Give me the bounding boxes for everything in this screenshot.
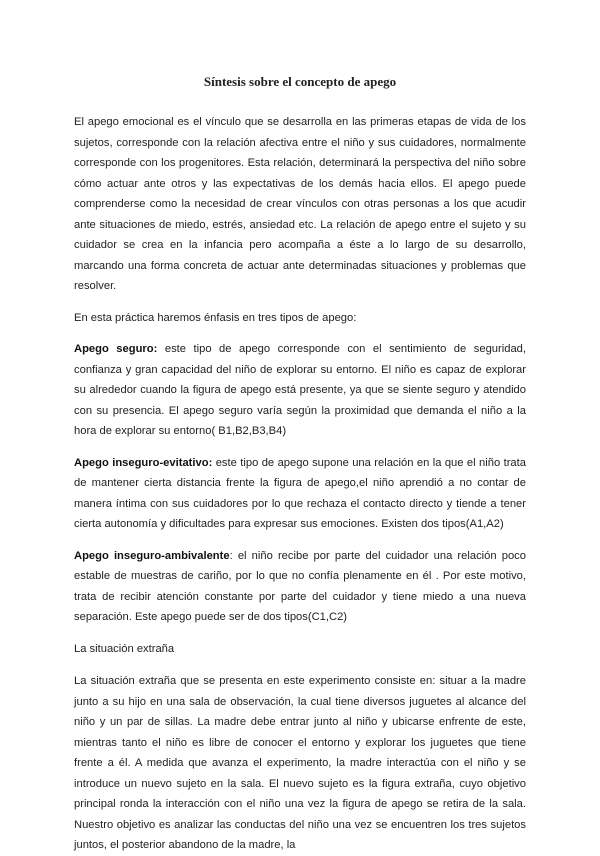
types-intro-paragraph: En esta práctica haremos énfasis en tres tipos de apego: (74, 311, 357, 324)
document-title: Síntesis sobre el concepto de apego (203, 74, 397, 89)
intro-paragraph: El apego emocional es el vínculo que se desarrolla en las primeras etapas de vida de los sujetos, corresponde con la relación afectiva entre el niño y sus cuidadores, normalmente corresponde con los progenitores. Esta relación, determinará la perspectiva del niño sobre cómo actuar ante otros y las expectativas de los demás hacia ellos. El apego puede comprenderse como la necesidad de crear vínculos con otras personas a los que acudir ante situaciones de miedo, estrés, ansiedad etc. La relación de apego entre el sujeto y su cuidador se crea en la infancia pero acompaña a éste a lo largo de su desarrollo, marcando una forma concreta de actuar ante determinadas situaciones y problemas que resolver. (74, 116, 526, 292)
avoidant-attachment-paragraph (74, 453, 526, 535)
section-heading: La situación extraña (74, 642, 175, 655)
secure-attachment-paragraph (74, 339, 526, 442)
ambivalent-attachment-paragraph (74, 546, 526, 628)
secure-attachment-text: este tipo de apego corresponde con el sentimiento de seguridad, confianza y gran capacidad del niño de explorar su entorno. El niño es capaz de explorar su alrededor cuando la figura de apego está presente, ya que se siente seguro y atendido con su presencia. El apego seguro varía según la proximidad que demanda el niño a la hora de explorar su entorno( B1,B2,B3,B4) (74, 343, 527, 437)
situation-paragraph: La situación extraña que se presenta en este experimento consiste en: situar a la madre junto a su hijo en una sala de observación, la cual tiene diversos juguetes al alcance del niño y un par de sillas. La madre debe entrar junto al niño y ubicarse enfrente de este, mientras tanto el niño es libre de conocer el entorno y explorar los juguetes que tiene frente a él. A medida que avanza el experimento, la madre interactúa con el niño y se introduce un nuevo sujeto en la sala. El nuevo sujeto es la figura extraña, cuyo objetivo principal ronda la interacción con el niño una vez la figura de apego se retira de la sala. Nuestro objetivo es analizar las conductas del niño una vez se encuentren los tres sujetos juntos, el posterior abandono de la madre, la (74, 675, 526, 851)
secure-attachment-term: Apego seguro: (74, 343, 158, 355)
avoidant-attachment-term: Apego inseguro-evitativo: (74, 456, 213, 469)
avoidant-attachment-text: este tipo de apego supone una relación en la que el niño trata de mantener cierta distancia frente la figura de apego,el niño aprendió a no contar de manera íntima con sus cuidadores por lo que rechaza el contacto directo y tiende a tener cierta autonomía y dificultades para expresar sus emociones. Existen dos tipos(A1,A2) (74, 456, 526, 530)
ambivalent-attachment-term: Apego inseguro-ambivalente (74, 549, 230, 562)
ambivalent-attachment-text: : el niño recibe por parte del cuidador una relación poco estable de muestras de cariño, por lo que no confía plenamente en él . Por este motivo, trata de recibir atención constante por parte del cuidador y tiene miedo a una nueva separación. Este apego puede ser de dos tipos(C1,C2) (74, 549, 526, 623)
